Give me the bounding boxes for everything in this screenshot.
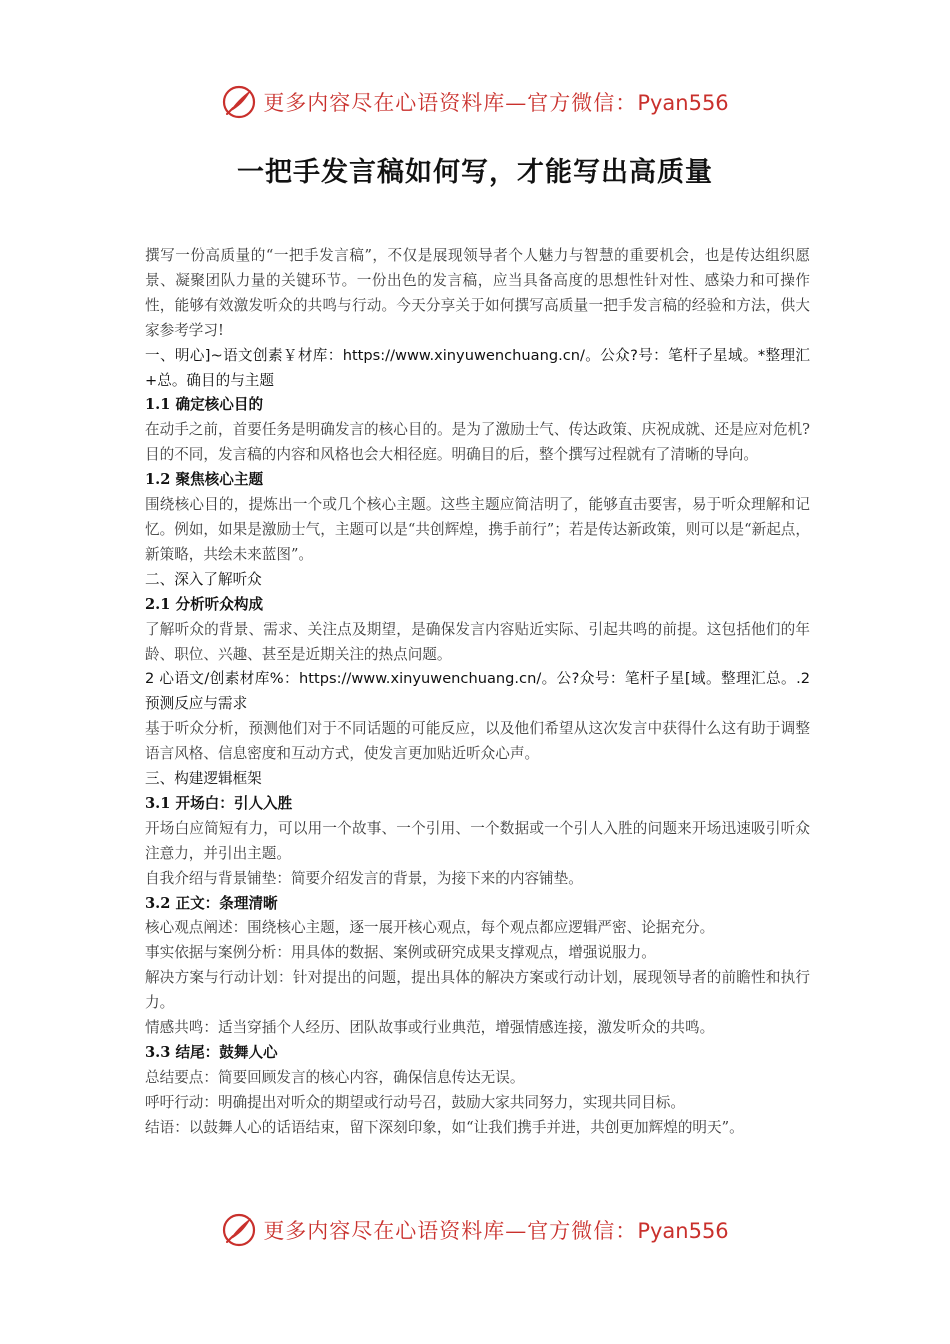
page-title: 一把手发言稿如何写，才能写出高质量 (237, 157, 713, 188)
quill-logo-icon (221, 1212, 257, 1248)
body-paragraph: 事实依据与案例分析：用具体的数据、案例或研究成果支撑观点，增强说服力。 (145, 944, 656, 962)
body-paragraph: 呼吁行动：明确提出对听众的期望或行动号召，鼓励大家共同努力，实现共同目标。 (145, 1093, 685, 1111)
body-paragraph: 自我介绍与背景铺垫：简要介绍发言的背景，为接下来的内容铺垫。 (145, 869, 583, 887)
subsection-heading: 1.2 聚焦核心主题 (145, 471, 264, 489)
body-paragraph: 围绕核心目的，提炼出一个或几个核心主题。这些主题应简洁明了，能够直击要害，易于听众理解和记忆。例如，如果是激励士气，主题可以是“共创辉煌，携手前行”；若是传达新政策，则可以是“新起点，新策略，共绘未来蓝图”。 (145, 496, 810, 563)
body-paragraph: 了解听众的背景、需求、关注点及期望，是确保发言内容贴近实际、引起共鸣的前提。这包括他们的年龄、职位、兴趣、甚至是近期关注的热点问题。 (145, 620, 810, 663)
footer-wechat-id: Pyan556 (637, 1219, 729, 1243)
body-paragraph: 总结要点：简要回顾发言的核心内容，确保信息传达无误。 (145, 1068, 525, 1086)
body-paragraph: 核心观点阐述：围绕核心主题，逐一展开核心观点，每个观点都应逻辑严密、论据充分。 (145, 919, 715, 937)
header-wechat-id: Pyan556 (637, 91, 729, 115)
section-heading: 三、构建逻辑框架 (145, 770, 262, 788)
body-paragraph: 情感共鸣：适当穿插个人经历、团队故事或行业典范，增强情感连接，激发听众的共鸣。 (145, 1019, 715, 1037)
document-body (145, 244, 810, 1141)
body-paragraph: 基于听众分析，预测他们对于不同话题的可能反应，以及他们希望从这次发言中获得什么这有助于调整语言风格、信息密度和互动方式，使发言更加贴近听众心声。 (145, 720, 810, 763)
footer-banner-text: 更多内容尽在心语资料库—官方微信：Pyan556 (263, 1219, 729, 1243)
subsection-heading: 2.1 分析听众构成 (145, 595, 264, 613)
section-heading: 一、明心]~语文创素￥材库：https://www.xinyuwenchuang.cn/。公众?号：笔杆子星域。*整理汇+总。确目的与主题 (145, 346, 810, 389)
section-heading: 二、深入了解听众 (145, 570, 262, 588)
quill-logo-icon (221, 84, 257, 120)
section-heading: 2 心语文/创素材库%：https://www.xinyuwenchuang.cn/。公?众号：笔杆子星[域。整理汇总。.2 预测反应与需求 (145, 670, 810, 713)
header-banner-text: 更多内容尽在心语资料库—官方微信：Pyan556 (263, 91, 729, 115)
footer-banner (0, 1210, 950, 1250)
body-paragraph: 解决方案与行动计划：针对提出的问题，提出具体的解决方案或行动计划，展现领导者的前瞻性和执行力。 (145, 969, 810, 1012)
body-paragraph: 结语：以鼓舞人心的话语结束，留下深刻印象，如“让我们携手并进，共创更加辉煌的明天”。 (145, 1118, 744, 1136)
body-paragraph: 开场白应简短有力，可以用一个故事、一个引用、一个数据或一个引人入胜的问题来开场迅速吸引听众注意力，并引出主题。 (145, 819, 810, 862)
subsection-heading: 1.1 确定核心目的 (145, 396, 264, 414)
subsection-heading: 3.2 正文：条理清晰 (145, 894, 278, 912)
subsection-heading: 3.1 开场白：引人入胜 (145, 794, 293, 812)
body-paragraph: 撰写一份高质量的“一把手发言稿”，不仅是展现领导者个人魅力与智慧的重要机会，也是传达组织愿景、凝聚团队力量的关键环节。一份出色的发言稿，应当具备高度的思想性针对性、感染力和可操作性，能够有效激发听众的共鸣与行动。今天分享关于如何撰写高质量一把手发言稿的经验和方法，供大家参考学习! (145, 247, 810, 339)
header-banner (0, 82, 950, 122)
body-paragraph: 在动手之前，首要任务是明确发言的核心目的。是为了激励士气、传达政策、庆祝成就、还是应对危机?目的不同，发言稿的内容和风格也会大相径庭。明确目的后，整个撰写过程就有了清晰的导向。 (145, 421, 810, 464)
subsection-heading: 3.3 结尾：鼓舞人心 (145, 1044, 278, 1061)
